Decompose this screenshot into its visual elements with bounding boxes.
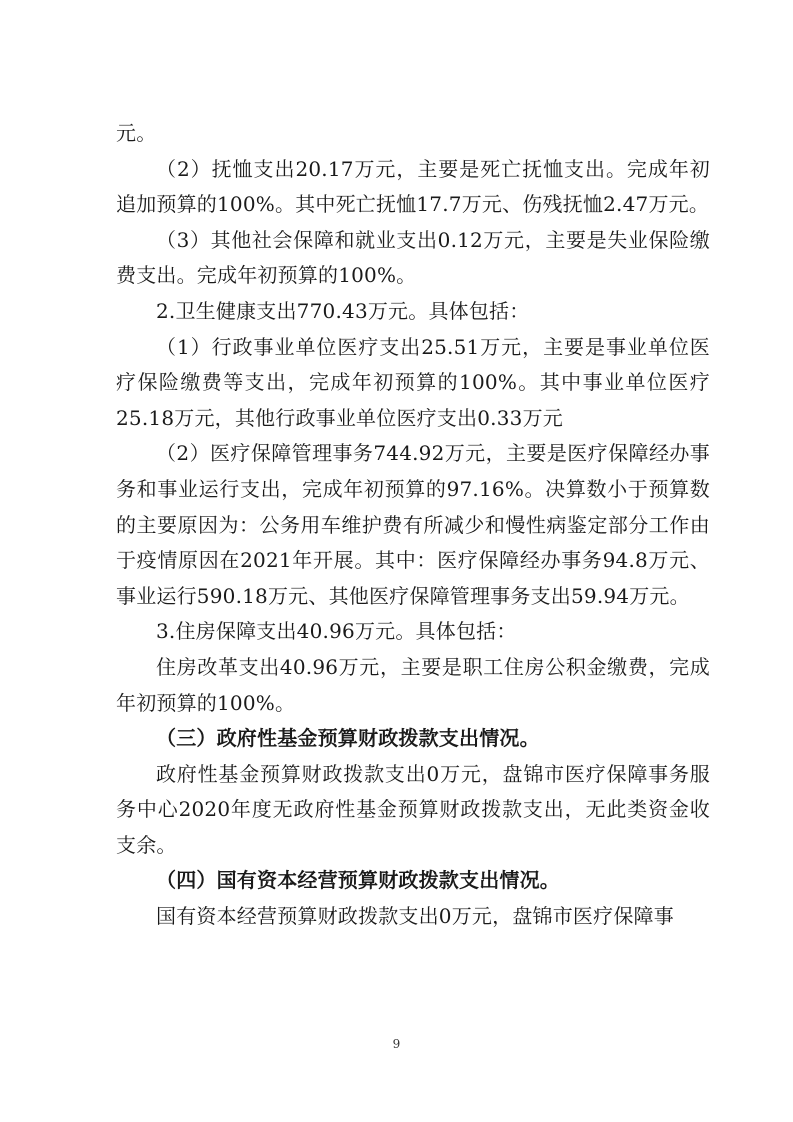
paragraph-government-fund: 政府性基金预算财政拨款支出0万元，盘锦市医疗保障事务服务中心2020年度无政府性基金预算财政拨款支出，无此类资金收支余。 (116, 761, 710, 857)
paragraph-health-expense: 2.卫生健康支出770.43万元。具体包括： (156, 298, 530, 323)
page-number: 9 (392, 1037, 401, 1051)
section-heading-government-fund: （三）政府性基金预算财政拨款支出情况。 (156, 726, 540, 751)
section-heading-state-capital: （四）国有资本经营预算财政拨款支出情况。 (156, 868, 560, 893)
paragraph-continuation: 元。 (116, 121, 157, 145)
paragraph-state-capital: 国有资本经营预算财政拨款支出0万元，盘锦市医疗保障事 (156, 904, 674, 929)
paragraph-medical-admin: （1）行政事业单位医疗支出25.51万元，主要是事业单位医疗保险缴费等支出，完成年初预算的100%。其中事业单位医疗25.18万元，其他行政事业单位医疗支出0.33万元 (116, 334, 710, 430)
paragraph-pension-relief: （2）抚恤支出20.17万元，主要是死亡抚恤支出。完成年初追加预算的100%。其中死亡抚恤17.7万元、伤残抚恤2.47万元。 (116, 156, 710, 217)
paragraph-housing-expense: 3.住房保障支出40.96万元。具体包括： (156, 619, 517, 644)
paragraph-other-social-security: （3）其他社会保障和就业支出0.12万元，主要是失业保险缴费支出。完成年初预算的100%。 (116, 227, 710, 288)
body-text (116, 116, 710, 935)
paragraph-medical-management: （2）医疗保障管理事务744.92万元，主要是医疗保障经办事务和事业运行支出，完成年初预算的97.16%。决算数小于预算数的主要原因为：公务用车维护费有所减少和慢性病鉴定部分工作由于疫情原因在2021年开展。其中：医疗保障经办事务94.8万元、事业运行590.18万元、其他医疗保障管理事务支出59.94万元。 (116, 441, 710, 608)
paragraph-housing-reform: 住房改革支出40.96万元，主要是职工住房公积金缴费，完成年初预算的100%。 (116, 654, 710, 715)
